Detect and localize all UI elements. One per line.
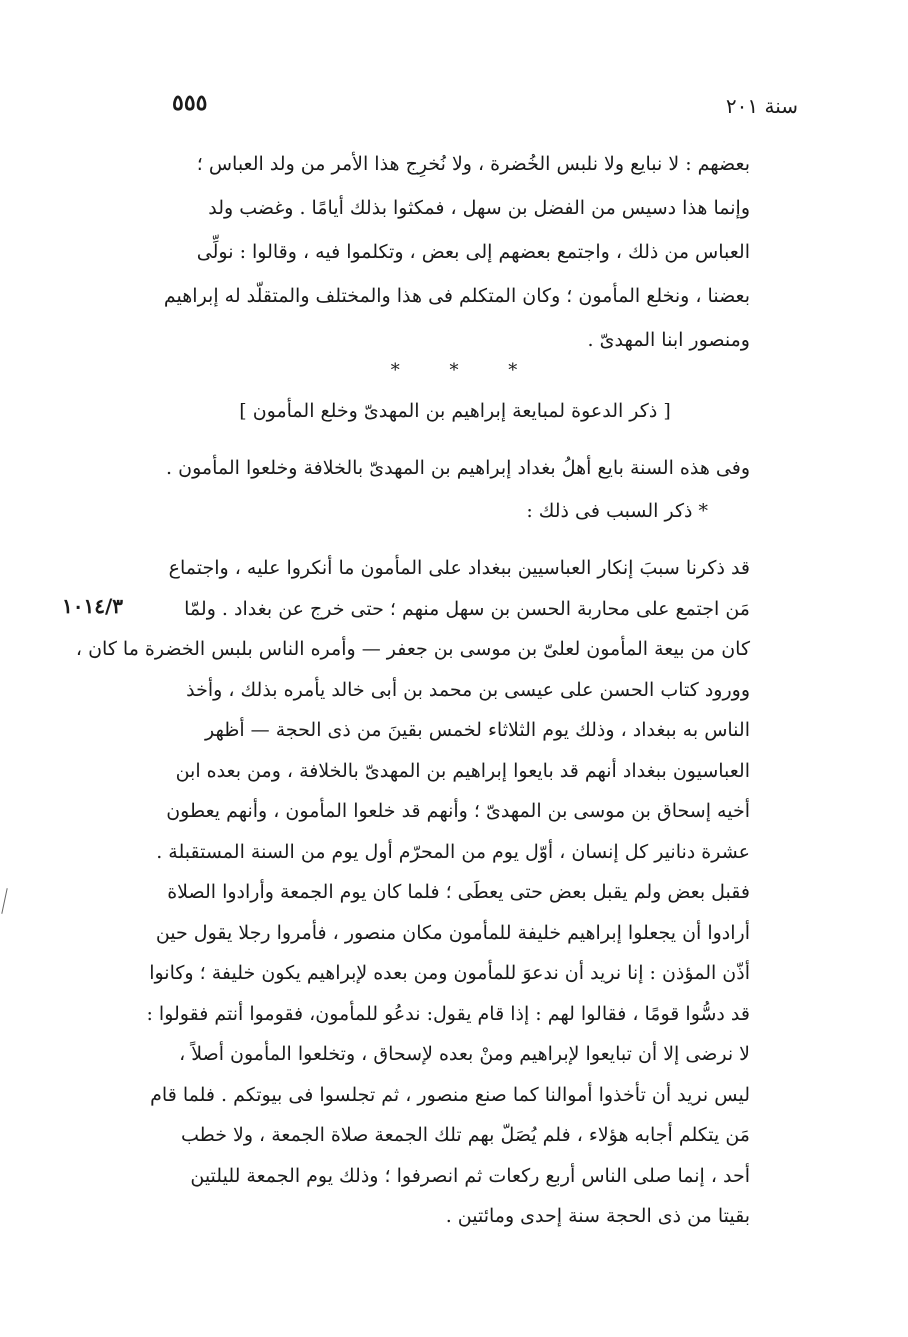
text-line: قد دسُّوا قومًا ، فقالوا لهم : إذا قام يقول: ندعُو للمأمون، فقوموا أنتم فقولوا : xyxy=(146,1002,750,1025)
text-line: العباسيون ببغداد أنهم قد بايعوا إبراهيم بن المهدىّ بالخلافة ، ومن بعده ابن xyxy=(175,759,750,782)
text-line: الناس به ببغداد ، وذلك يوم الثلاثاء لخمس بقينَ من ذى الحجة — أظهر xyxy=(204,719,750,741)
text-line: لا نرضى إلا أن تبايعوا لإبراهيم ومنْ بعده لإسحاق ، وتخلعوا المأمون أصلاً ، xyxy=(179,1043,750,1065)
text-line: ليس نريد أن تأخذوا أموالنا كما صنع منصور ، ثم تجلسوا فى بيوتكم . فلما قام xyxy=(150,1083,750,1106)
section-title: [ ذكر الدعوة لمبايعة إبراهيم بن المهدىّ وخلع المأمون ] xyxy=(239,400,671,422)
text-line: مَن يتكلم أجابه هؤلاء ، فلم يُصَلّ بهم تلك الجمعة صلاة الجمعة ، ولا خطب xyxy=(180,1124,750,1146)
text-line: وإنما هذا دسيس من الفضل بن سهل ، فمكثوا بذلك أيامًا . وغضب ولد xyxy=(208,197,750,219)
subheading: * ذكر السبب فى ذلك : xyxy=(526,500,708,522)
text-line: وفى هذه السنة بايع أهلُ بغداد إبراهيم بن المهدىّ بالخلافة وخلعوا المأمون . xyxy=(166,457,750,479)
text-line: كان من بيعة المأمون لعلىّ بن موسى بن جعفر — وأمره الناس بلبس الخضرة ما كان ، xyxy=(75,638,750,660)
text-line: قد ذكرنا سببَ إنكار العباسيين ببغداد على المأمون ما أنكروا عليه ، واجتماع xyxy=(168,557,750,579)
paragraph-summary xyxy=(160,448,750,488)
text-line: بعضنا ، ونخلع المأمون ؛ وكان المتكلم فى هذا والمختلف والمتقلّد له إبراهيم xyxy=(163,285,750,307)
paragraph-opening xyxy=(160,142,750,362)
text-line: مَن اجتمع على محاربة الحسن بن سهل منهم ؛ حتى خرج عن بغداد . ولمّا xyxy=(184,597,750,620)
margin-reference: ١٠١٤/٣ xyxy=(62,594,124,618)
text-line: أرادوا أن يجعلوا إبراهيم خليفة للمأمون مكان منصور ، فأمروا رجلا يقول حين xyxy=(155,921,750,944)
text-line: أذّن المؤذن : إنا نريد أن ندعوَ للمأمون ومن بعده لإبراهيم يكون خليفة ؛ وكانوا xyxy=(149,962,750,984)
margin-mark xyxy=(1,888,7,914)
text-line: ومنصور ابنا المهدىّ . xyxy=(587,329,750,351)
page-number: ٥٥٥ xyxy=(172,90,208,116)
running-header-year: سنة ٢٠١ xyxy=(725,94,798,118)
text-line: أحد ، إنما صلى الناس أربع ركعات ثم انصرفوا ؛ وذلك يوم الجمعة لليلتين xyxy=(190,1164,750,1187)
text-line: عشرة دنانير كل إنسان ، أوّل يوم من المحرّم أول يوم من السنة المستقبلة . xyxy=(156,840,750,863)
section-separator: * * * xyxy=(390,360,540,381)
text-line: بعضهم : لا نبايع ولا نلبس الخُضرة ، ولا نُخرِج هذا الأمر من ولد العباس ؛ xyxy=(196,153,750,175)
text-line: بقيتا من ذى الحجة سنة إحدى ومائتين . xyxy=(445,1205,750,1227)
text-line: أخيه إسحاق بن موسى بن المهدىّ ؛ وأنهم قد خلعوا المأمون ، وأنهم يعطون xyxy=(166,800,750,822)
text-line: فقبل بعض ولم يقبل بعض حتى يعطَى ؛ فلما كان يوم الجمعة وأرادوا الصلاة xyxy=(167,881,750,903)
text-line: وورود كتاب الحسن على عيسى بن محمد بن أبى خالد يأمره بذلك ، وأخذ xyxy=(186,678,750,701)
text-line: العباس من ذلك ، واجتمع بعضهم إلى بعض ، وتكلموا فيه ، وقالوا : نولِّى xyxy=(196,241,750,263)
